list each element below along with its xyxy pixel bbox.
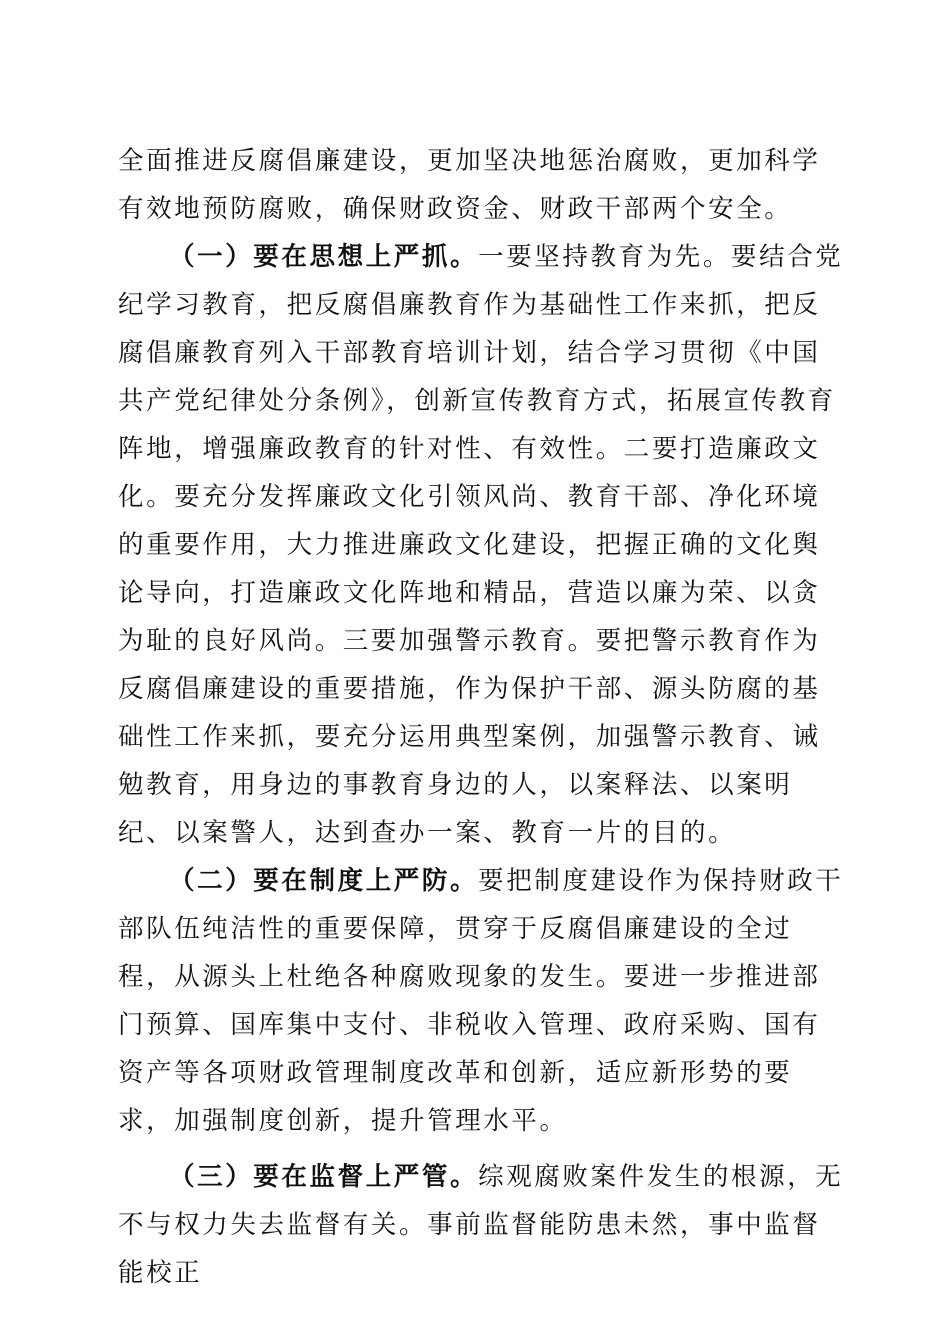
paragraph-4	[118, 1153, 848, 1297]
paragraph-2-text: 一要坚持教育为先。要结合党纪学习教育，把反腐倡廉教育作为基础性工作来抓，把反腐倡廉教育列入干部教育培训计划，结合学习贯彻《中国共产党纪律处分条例》，创新宣传教育方式，拓展宣传教育阵地，增强廉政教育的针对性、有效性。二要打造廉政文化。要充分发挥廉政文化引领风尚、教育干部、净化环境的重要作用，大力推进廉政文化建设，把握正确的文化舆论导向，打造廉政文化阵地和精品，营造以廉为荣、以贪为耻的良好风尚。三要加强警示教育。要把警示教育作为反腐倡廉建设的重要措施，作为保护干部、源头防腐的基础性工作来抓，要充分运用典型案例，加强警示教育、诫勉教育，用身边的事教育身边的人，以案释法、以案明纪、以案警人，达到查办一案、教育一片的目的。	[118, 242, 844, 848]
paragraph-3-text: 要把制度建设作为保持财政干部队伍纯洁性的重要保障，贯穿于反腐倡廉建设的全过程，从源头上杜绝各种腐败现象的发生。要进一步推进部门预算、国库集中支付、非税收入管理、政府采购、国有资产等各项财政管理制度改革和创新，适应新形势的要求，加强制度创新，提升管理水平。	[118, 866, 844, 1136]
paragraph-4-text: 综观腐败案件发生的根源，无不与权力失去监督有关。事前监督能防患未然，事中监督能校正	[118, 1162, 844, 1288]
paragraph-2	[118, 233, 848, 857]
paragraph-1	[118, 137, 848, 233]
section-heading-supervision: （三）要在监督上严管。	[169, 1162, 479, 1192]
section-heading-system: （二）要在制度上严防。	[169, 866, 479, 896]
paragraph-1-text: 全面推进反腐倡廉建设，更加坚决地惩治腐败，更加科学有效地预防腐败，确保财政资金、财政干部两个安全。	[118, 146, 821, 224]
document-body	[118, 137, 848, 1297]
section-heading-ideology: （一）要在思想上严抓。	[169, 242, 479, 272]
paragraph-3	[118, 857, 848, 1145]
